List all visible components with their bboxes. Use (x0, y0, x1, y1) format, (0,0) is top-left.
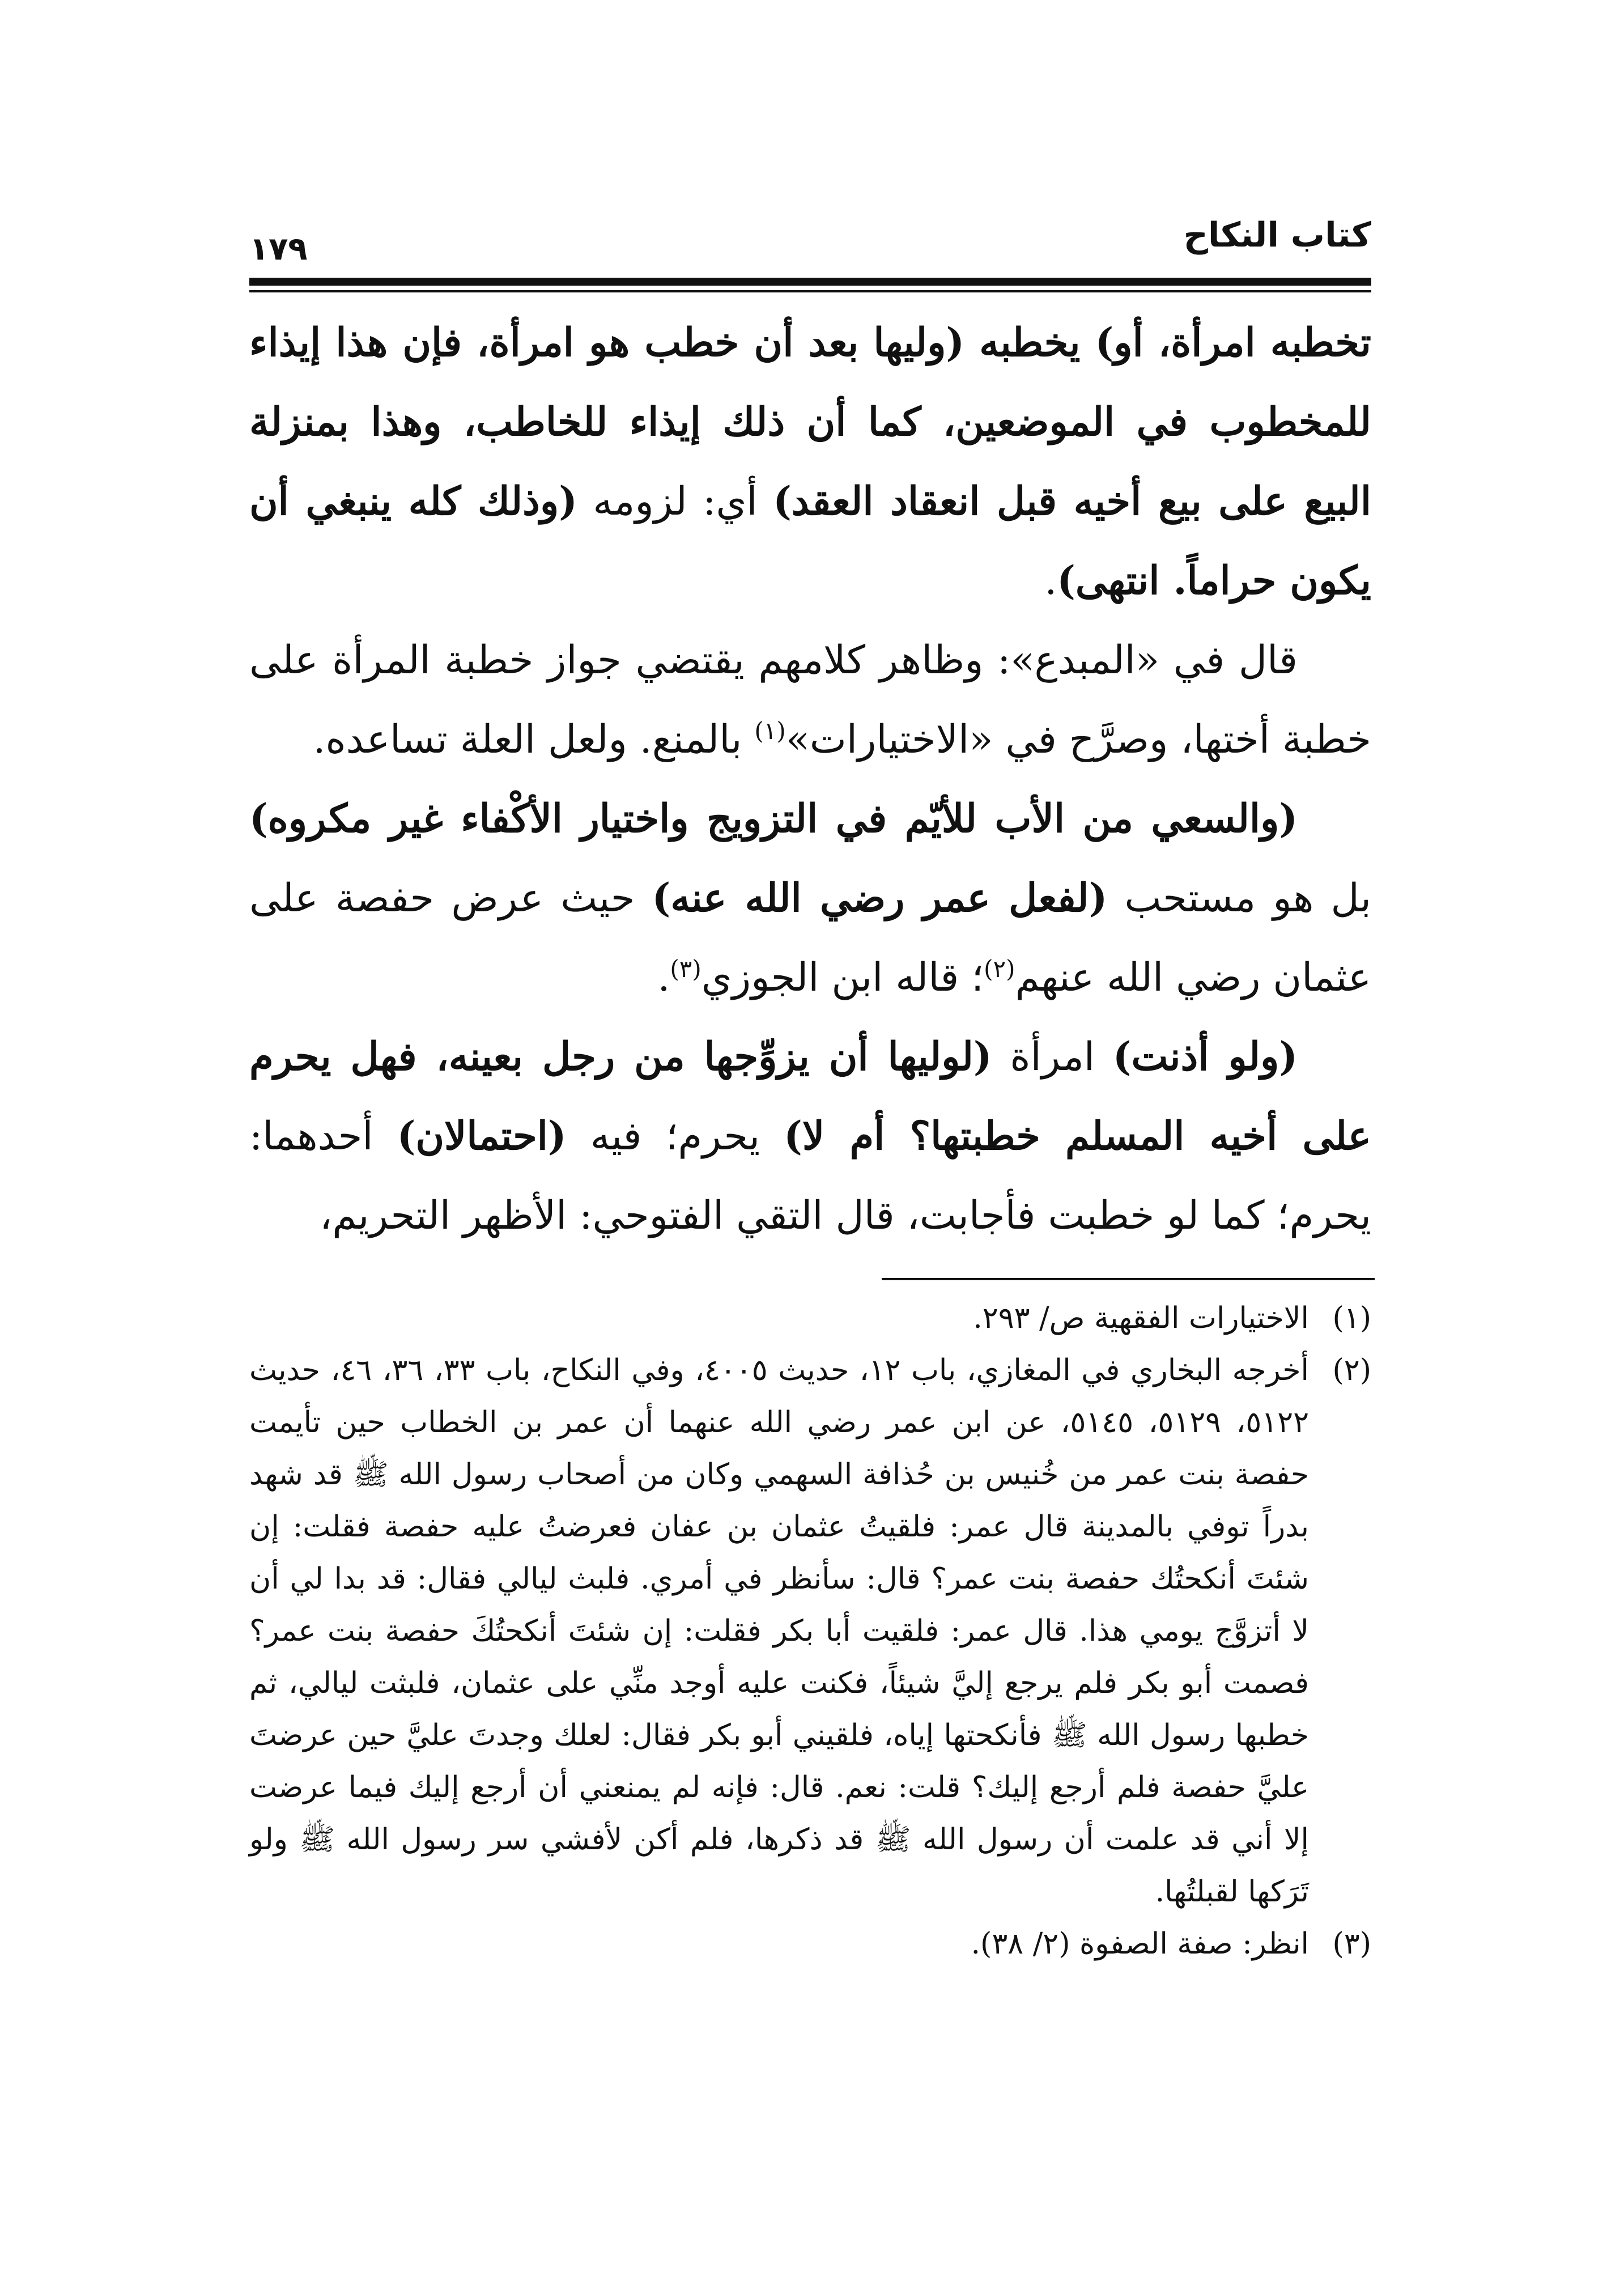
paragraph-1 (249, 303, 1371, 621)
sharh-text: بل هو مستحب (1107, 876, 1372, 921)
page-number: ١٧٩ (249, 231, 308, 267)
footnote-1 (249, 1292, 1371, 1344)
page-header (249, 198, 1371, 283)
footnote-3 (249, 1918, 1371, 1970)
main-text (249, 303, 1371, 1255)
sharh-text: أحدهما: يحرم؛ كما لو خطبت فأجابت، قال التقي الفتوحي: الأظهر التحريم، (249, 1114, 1371, 1238)
footnote-2 (249, 1344, 1371, 1918)
footnote-ref-3[interactable]: (٣) (670, 955, 702, 983)
punctuation: . (657, 955, 670, 1000)
matn-text: (احتمالان) (397, 1113, 567, 1159)
footnotes (249, 1292, 1371, 1970)
paragraph-3 (249, 779, 1371, 1017)
footnote-text: الاختيارات الفقهية ص/ ٢٩٣. (973, 1301, 1309, 1335)
paragraph-4 (249, 1017, 1371, 1255)
header-rule-thin (249, 290, 1371, 292)
header-rule-thick (249, 278, 1371, 286)
sharh-text: يحرم؛ فيه (566, 1114, 784, 1159)
sharh-text: أي: لزومه (577, 479, 773, 524)
footnote-separator (882, 1278, 1375, 1280)
footnote-text: انظر: صفة الصفوة (٢/ ٣٨). (971, 1927, 1309, 1961)
matn-text: (ولو أذنت) (1112, 1034, 1298, 1080)
sharh-text: ؛ قاله ابن الجوزي (701, 955, 984, 1000)
footnote-ref-2[interactable]: (٢) (984, 955, 1015, 983)
paragraph-2 (249, 621, 1371, 779)
matn-text: (والسعي من الأب للأيّم في التزويج واختيار الأكْفاء غير مكروه) (249, 796, 1298, 842)
sharh-text: بالمنع. ولعل العلة تساعده. (313, 717, 755, 762)
sharh-text: حيث عرض حفصة على عثمان رضي الله عنهم (249, 876, 1371, 1000)
matn-text: (لوليها أن يزوِّجها من رجل بعينه، فهل يحرم على أخيه المسلم خطبتها؟ أم لا) (249, 1034, 1371, 1159)
sharh-text: قال في «المبدع»: وظاهر كلامهم يقتضي جواز خطبة المرأة على خطبة أختها، وصرَّح في «الاختيارات» (249, 638, 1371, 762)
sharh-text: امرأة (992, 1034, 1113, 1080)
footnote-number: (٣) (1332, 1927, 1371, 1961)
footnote-number: (٢) (1332, 1353, 1371, 1387)
matn-text: (وذلك كله ينبغي أن يكون حراماً. انتهى) (249, 478, 1371, 604)
matn-text: تخطبه امرأة، أو) يخطبه (وليها بعد أن خطب هو امرأة، فإن هذا إيذاء للمخطوب في الموضعين، كما أن ذلك إيذاء للخاطب، وهذا بمنزلة البيع على بيع أخيه قبل انعقاد العقد) (249, 320, 1371, 524)
running-title: كتاب النكاح (1183, 215, 1371, 255)
punctuation: . (1044, 558, 1057, 604)
footnote-number: (١) (1332, 1301, 1371, 1335)
footnote-text: أخرجه البخاري في المغازي، باب ١٢، حديث ٤٠٠٥، وفي النكاح، باب ٣٣، ٣٦، ٤٦، حديث ٥١٢٢، ٥١٢٩، ٥١٤٥، عن ابن عمر رضي الله عنهما أن عمر بن الخطاب حين تأيمت حفصة بنت عمر من خُنيس بن حُذافة السهمي وكان من أصحاب رسول الله ﷺ قد شهد بدراً توفي بالمدينة قال عمر: فلقيتُ عثمان بن عفان فعرضتُ عليه حفصة فقلت: إن شئتَ أنكحتُك حفصة بنت عمر؟ قال: سأنظر في أمري. فلبث ليالي فقال: قد بدا لي أن لا أتزوَّج يومي هذا. قال عمر: فلقيت أبا بكر فقلت: إن شئتَ أنكحتُكَ حفصة بنت عمر؟ فصمت أبو بكر فلم يرجع إليَّ شيئاً، فكنت عليه أوجد منِّي على عثمان، فلبثت ليالي، ثم خطبها رسول الله ﷺ فأنكحتها إياه، فلقيني أبو بكر فقال: لعلك وجدتَ عليَّ حين عرضتَ عليَّ حفصة فلم أرجع إليك؟ قلت: نعم. قال: فإنه لم يمنعني أن أرجع إليك فيما عرضت إلا أني قد علمت أن رسول الله ﷺ قد ذكرها، فلم أكن لأفشي سر رسول الله ﷺ ولو تَرَكها لقبلتُها. (249, 1353, 1310, 1909)
footnote-ref-1[interactable]: (١) (754, 717, 786, 745)
matn-text: (لفعل عمر رضي الله عنه) (652, 875, 1108, 921)
